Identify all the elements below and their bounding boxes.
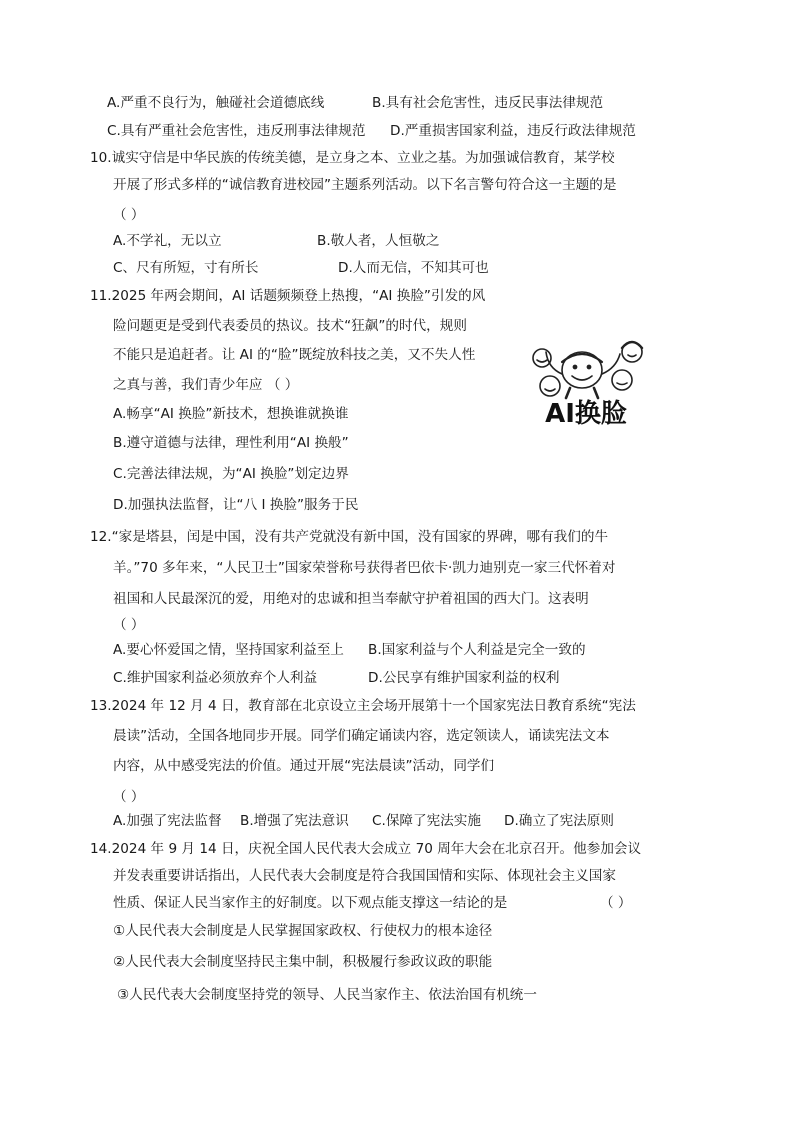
q10-option-b: B.敬人者，人恒敬之 — [317, 233, 440, 249]
q12-answer-bracket: （ ） — [113, 617, 145, 633]
q14-item-2: ②人民代表大会制度坚持民主集中制，积极履行参政议政的职能 — [113, 954, 493, 970]
q13-stem-line3: 内容，从中感受宪法的价值。通过开展“宪法晨读”活动，同学们 — [113, 758, 495, 774]
q12-option-d: D.公民享有维护国家利益的权利 — [368, 670, 560, 686]
q14-answer-bracket: （ ） — [600, 895, 632, 911]
q10-option-d: D.人而无信，不知其可也 — [338, 260, 489, 276]
q11-option-a: A.畅享“AI 换脸”新技术，想换谁就换谁 — [113, 406, 349, 422]
q12-stem-line3: 祖国和人民最深沉的爱，用绝对的忠诚和担当奉献守护着祖国的西大门。这表明 — [113, 591, 589, 607]
q11-option-c: C.完善法律法规，为“AI 换脸”划定边界 — [113, 466, 349, 482]
q11-stem-line2: 险问题更是受到代表委员的热议。技术“狂飙”的时代，规则 — [113, 318, 467, 334]
cartoon-faces-icon — [518, 336, 658, 428]
q14-item-3: ③人民代表大会制度坚持党的领导、人民当家作主、依法治国有机统一 — [117, 987, 537, 1003]
q9-option-d: D.严重损害国家利益，违反行政法律规范 — [390, 123, 636, 139]
q12-option-a: A.要心怀爱国之情，坚持国家利益至上 — [113, 642, 344, 658]
q14-item-1: ①人民代表大会制度是人民掌握国家政权、行使权力的根本途径 — [113, 923, 493, 939]
q14-stem-line3: 性质、保证人民当家作主的好制度。以下观点能支撑这一结论的是 — [113, 895, 508, 911]
q12-stem-line1: 12.“家是塔县，闰是中国，没有共产党就没有新中国，没有国家的界碑，哪有我们的牛 — [90, 529, 609, 545]
ai-face-swap-illustration — [518, 336, 658, 428]
q13-stem-line1: 13.2024 年 12 月 4 日，教育部在北京设立主会场开展第十一个国家宪法日教育系统“宪法 — [90, 698, 636, 714]
q11-option-d: D.加强执法监督，让“八 I 换脸”服务于民 — [113, 497, 359, 513]
q11-stem-line3: 不能只是追赶者。让 AI 的“脸”既绽放科技之美，又不失人性 — [113, 347, 476, 363]
q13-option-d: D.确立了宪法原则 — [504, 813, 614, 829]
q13-option-a: A.加强了宪法监督 — [113, 813, 222, 829]
q13-stem-line2: 晨读”活动，全国各地同步开展。同学们确定诵读内容，选定领读人，诵读宪法文本 — [113, 728, 610, 744]
q10-option-c: C、尺有所短，寸有所长 — [113, 260, 259, 276]
q11-stem-line4: 之真与善，我们青少年应 （ ） — [113, 377, 299, 393]
q14-stem-line1: 14.2024 年 9 月 14 日，庆祝全国人民代表大会成立 70 周年大会在北京召开。他参加会议 — [90, 841, 642, 857]
q13-option-c: C.保障了宪法实施 — [372, 813, 481, 829]
q10-answer-bracket: （ ） — [113, 207, 145, 223]
q12-option-b: B.国家利益与个人利益是完全一致的 — [368, 642, 586, 658]
q10-option-a: A.不学礼，无以立 — [113, 233, 222, 249]
illustration-caption: AI换脸 — [545, 399, 627, 428]
q12-stem-line2: 羊。”70 多年来，“人民卫士”国家荣誉称号获得者巴依卡·凯力迪别克一家三代怀着对 — [113, 560, 616, 576]
q11-option-b: B.遵守道德与法律，理性利用“AI 换般” — [113, 435, 349, 451]
q13-answer-bracket: （ ） — [113, 789, 145, 805]
q9-option-c: C.具有严重社会危害性，违反刑事法律规范 — [107, 123, 366, 139]
q10-stem-line1: 10.诚实守信是中华民族的传统美德，是立身之本、立业之基。为加强诚信教育，某学校 — [90, 150, 615, 166]
q10-stem-line2: 开展了形式多样的“诚信教育进校园”主题系列活动。以下名言警句符合这一主题的是 — [113, 177, 617, 193]
q9-option-b: B.具有社会危害性，违反民事法律规范 — [372, 95, 604, 111]
q9-option-a: A.严重不良行为，触碰社会道德底线 — [107, 95, 325, 111]
q11-stem-line1: 11.2025 年两会期间，AI 话题频频登上热搜，“AI 换脸”引发的风 — [90, 288, 486, 304]
q14-stem-line2: 并发表重要讲话指出，人民代表大会制度是符合我国国情和实际、体现社会主义国家 — [113, 868, 616, 884]
q12-option-c: C.维护国家利益必须放弃个人利益 — [113, 670, 318, 686]
q13-option-b: B.增强了宪法意识 — [240, 813, 349, 829]
